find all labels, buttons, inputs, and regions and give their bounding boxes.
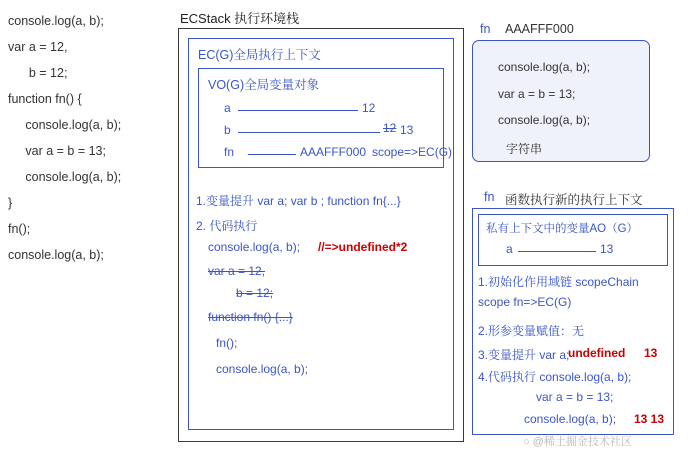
vo-entry-old-value: 12 [383,121,397,135]
fn-step-4: 4.代码执行 console.log(a, b); [478,370,632,384]
global-execution-context-label: EC(G)全局执行上下文 [198,48,321,62]
code-line: b = 12; [8,66,68,80]
execution-header: 2. 代码执行 [196,219,258,233]
code-line: console.log(a, b); [8,118,122,132]
vo-entry-scope: scope=>EC(G) [372,145,453,159]
fn-body-line: console.log(a, b); [498,60,591,74]
code-line: console.log(a, b); [8,170,122,184]
fn-step-3-annotation-value: 13 [644,346,658,360]
fn-step-4-line-3-annotation: 13 13 [634,412,665,426]
ao-connector-line [518,251,596,252]
hoisting-text: 1.变量提升 var a; var b ; function fn{...} [196,194,401,208]
exec-line-1-comment: //=>undefined*2 [318,240,408,254]
code-line: console.log(a, b); [8,248,104,262]
fn-step-3-annotation: undefined [568,346,626,360]
exec-line-4: function fn() {...} [208,310,293,324]
fn-object-label: fn [480,22,491,36]
vo-connector-line [238,110,358,111]
fn-context-title: 函数执行新的执行上下文 [505,193,643,207]
vo-entry-value: 12 [362,101,376,115]
fn-step-1-scope: scope fn=>EC(G) [478,295,572,309]
code-line: function fn() { [8,92,82,106]
watermark-text: @稀土掘金技术社区 [532,436,632,448]
code-line: fn(); [8,222,31,236]
code-line: var a = 12, [8,40,68,54]
exec-line-5: fn(); [216,336,238,350]
exec-line-3: b = 12; [236,286,274,300]
vo-entry-key: b [224,123,231,137]
fn-body-note: 字符串 [506,142,543,156]
fn-body-line: var a = b = 13; [498,87,576,101]
activation-object-title: 私有上下文中的变量AO（G） [486,223,639,235]
watermark [523,433,632,449]
vo-connector-line [238,132,380,133]
vo-connector-line [248,154,296,155]
exec-line-1: console.log(a, b); [208,240,301,254]
fn-object-box [472,40,650,162]
source-code-panel [8,8,168,268]
fn-context-label: fn [484,190,495,204]
at-icon: ○ [523,436,530,448]
fn-object-address: AAAFFF000 [505,22,574,36]
fn-step-2: 2.形参变量赋值：无 [478,324,585,338]
vo-entry-key: a [224,101,231,115]
code-line: var a = b = 13; [8,144,106,158]
exec-line-2: var a = 12, [208,264,266,278]
global-variable-object-label: VO(G)全局变量对象 [208,78,320,92]
fn-step-4-line-2: var a = b = 13; [536,390,614,404]
code-line: } [8,196,13,210]
exec-line-6: console.log(a, b); [216,362,309,376]
vo-entry-value: 13 [400,123,414,137]
vo-entry-key: fn [224,145,235,159]
fn-step-4-line-3: console.log(a, b); [524,412,617,426]
fn-body-line: console.log(a, b); [498,113,591,127]
vo-entry-value: AAAFFF000 [300,145,367,159]
ao-entry-key: a [506,242,513,256]
ao-entry-value: 13 [600,242,614,256]
code-line: console.log(a, b); [8,14,104,28]
ecstack-title: ECStack 执行环境栈 [180,11,300,26]
fn-step-3: 3.变量提升 var a; [478,348,570,362]
fn-step-1: 1.初始化作用域链 scopeChain [478,275,639,289]
